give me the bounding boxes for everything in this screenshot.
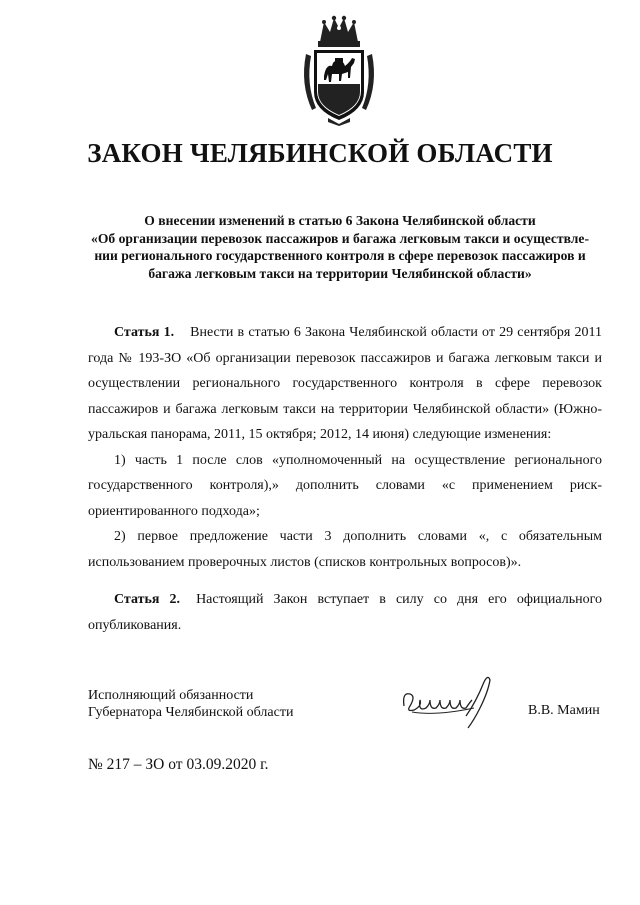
position-line-1: Исполняющий обязанности	[88, 688, 254, 703]
law-subject	[60, 212, 620, 282]
handwritten-signature	[396, 672, 506, 732]
signatory-position	[88, 687, 293, 721]
subject-line: нии регионального государственного контроля в сфере перевозок пассажиров и	[94, 248, 586, 263]
article-2	[88, 587, 602, 638]
article-2-text-block	[88, 587, 602, 638]
registration-number: № 217 – ЗО от 03.09.2020 г.	[88, 756, 269, 773]
article-1-intro-text: Внести в статью 6 Закона Челябинской области от 29 сентября 2011 года № 193-ЗО «Об организации перевозок пассажиров и багажа легковым такси и осуществлении регионального государственного контроля в сфере перевозок пассажиров и багажа легковым такси на территории Челябинской области» (Южно-уральская панорама, 2011, 15 октября; 2012, 14 июня) следующие изменения:	[88, 325, 602, 442]
subject-line: О внесении изменений в статью 6 Закона Челябинской области	[144, 213, 536, 228]
position-line-2: Губернатора Челябинской области	[88, 705, 294, 720]
coat-of-arms-icon	[298, 14, 380, 126]
signer-name: В.В. Мамин	[528, 703, 600, 718]
subject-line: «Об организации перевозок пассажиров и багажа легковым такси и осуществле-	[91, 230, 589, 246]
subject-line: багажа легковым такси на территории Челябинской области»	[148, 265, 532, 281]
article-1-item-2: 2) первое предложение части 3 дополнить словами «, с обязательным использованием проверочных листов (списков контрольных вопросов)».	[88, 529, 602, 570]
article-1-intro	[88, 320, 602, 448]
article-1-item-1: 1) часть 1 после слов «уполномоченный на осуществление регионального государственного контроля),» дополнить словами «с применением риск-ориентированного подхода»;	[88, 452, 602, 519]
law-title: ЗАКОН ЧЕЛЯБИНСКОЙ ОБЛАСТИ	[87, 138, 553, 168]
article-1	[88, 320, 602, 575]
article-2-text: Настоящий Закон вступает в силу со дня его официального опубликования.	[88, 592, 602, 633]
article-1-label: Статья 1.	[114, 325, 175, 340]
article-2-label: Статья 2.	[114, 592, 181, 607]
